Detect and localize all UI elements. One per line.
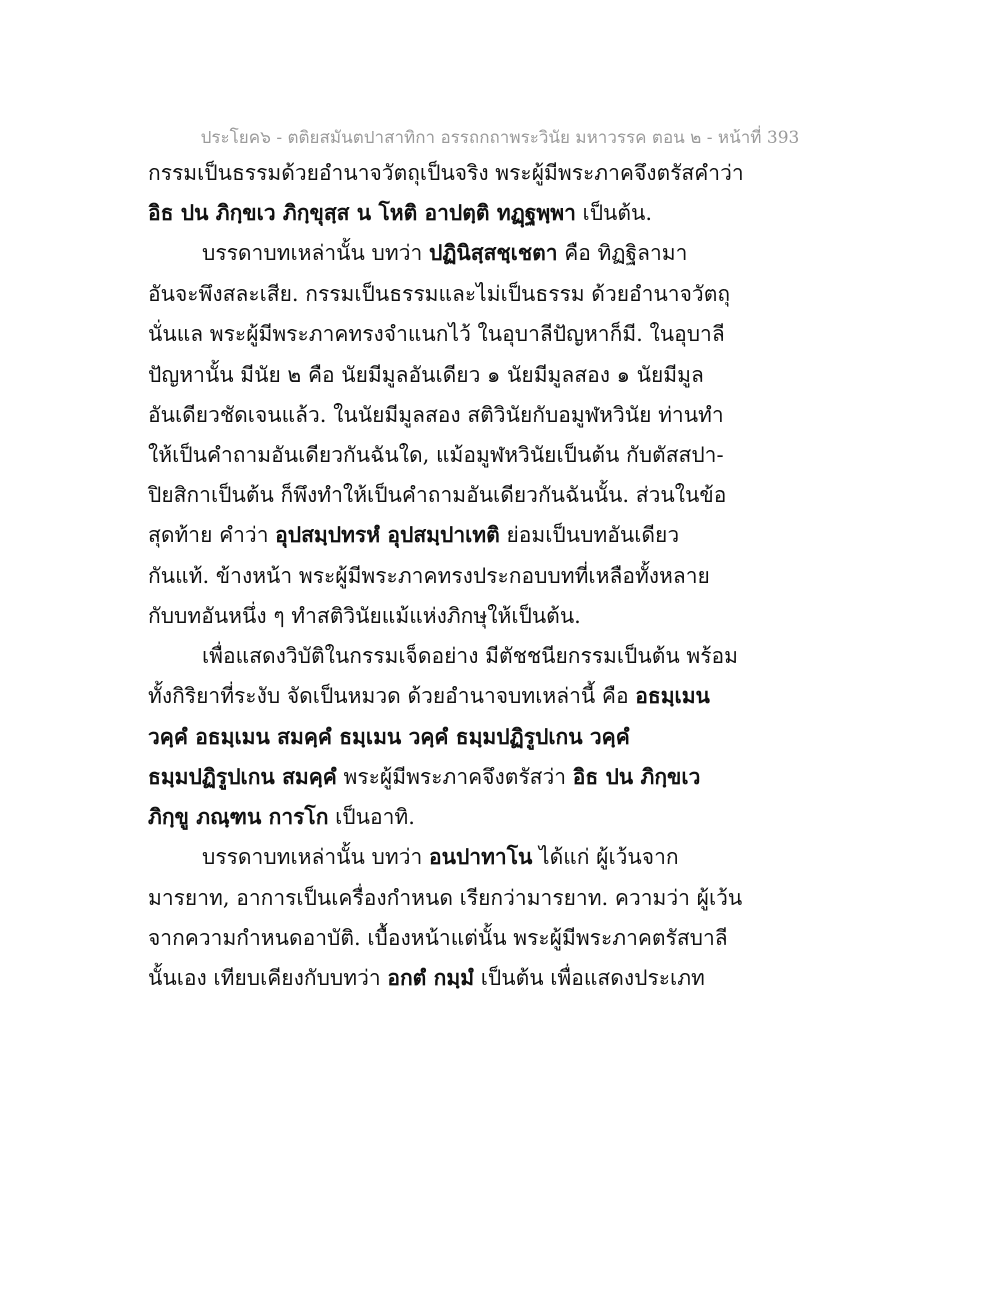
text-line-10: สุดท้าย คำว่า อุปสมฺปทรหํ อุปสมฺปาเทติ ย่อมเป็นบทอันเดียว <box>148 522 680 547</box>
text-line-12: กับบทอันหนึ่ง ๆ ทำสติวินัยแม้แห่งภิกษุให้เป็นต้น. <box>148 604 581 628</box>
text-line-18: บรรดาบทเหล่านั้น บทว่า อนปาทาโน ได้แก่ ผู้เว้นจาก <box>202 844 679 869</box>
text-line-14: ทั้งกิริยาที่ระงับ จัดเป็นหมวด ด้วยอำนาจบทเหล่านี้ คือ อธมฺเมน <box>148 683 710 708</box>
text-line-15: วคฺคํ อธมฺเมน สมคฺคํ ธมฺเมน วคฺคํ ธมฺมปฏิรูปเกน วคฺคํ <box>148 724 630 749</box>
text-line-19: มารยาท, อาการเป็นเครื่องกำหนด เรียกว่ามารยาท. ความว่า ผู้เว้น <box>148 886 743 910</box>
text-line-5: นั่นแล พระผู้มีพระภาคทรงจำแนกไว้ ในอุบาลีปัญหาก็มี. ในอุบาลี <box>148 322 725 346</box>
text-line-16: ธมฺมปฏิรูปเกน สมคฺคํ พระผู้มีพระภาคจึงตรัสว่า อิธ ปน ภิกฺขเว <box>148 764 701 789</box>
text-line-20: จากความกำหนดอาบัติ. เบื้องหน้าแต่นั้น พระผู้มีพระภาคตรัสบาลี <box>148 926 728 950</box>
page-header: ประโยค๖ - ตติยสมันตปาสาทิกา อรรถกถาพระวินัย มหาวรรค ตอน ๒ - หน้าที่ 393 <box>200 128 800 148</box>
text-line-7: อันเดียวชัดเจนแล้ว. ในนัยมีมูลสอง สติวินัยกับอมูฬหวินัย ท่านทำ <box>148 403 724 427</box>
text-line-13: เพื่อแสดงวิบัติในกรรมเจ็ดอย่าง มีตัชชนียกรรมเป็นต้น พร้อม <box>202 644 738 668</box>
text-line-11: กันแท้. ข้างหน้า พระผู้มีพระภาคทรงประกอบบทที่เหลือทั้งหลาย <box>148 564 710 588</box>
text-line-8: ให้เป็นคำถามอันเดียวกันฉันใด, แม้อมูฬหวินัยเป็นต้น กับตัสสปา- <box>148 443 724 467</box>
text-line-6: ปัญหานั้น มีนัย ๒ คือ นัยมีมูลอันเดียว ๑ นัยมีมูลสอง ๑ นัยมีมูล <box>148 363 704 387</box>
text-line-21: นั้นเอง เทียบเคียงกับบทว่า อกตํ กมฺมํ เป็นต้น เพื่อแสดงประเภท <box>148 965 705 990</box>
text-line-1: กรรมเป็นธรรมด้วยอำนาจวัตถุเป็นจริง พระผู้มีพระภาคจึงตรัสคำว่า <box>148 161 744 185</box>
text-line-4: อันจะพึงสละเสีย. กรรมเป็นธรรมและไม่เป็นธรรม ด้วยอำนาจวัตถุ <box>148 282 731 306</box>
text-line-3: บรรดาบทเหล่านั้น บทว่า ปฏินิสฺสชฺเชตา คือ ทิฏฐิลามา <box>202 240 688 265</box>
text-line-17: ภิกฺขู ภณฺฑน การโก เป็นอาทิ. <box>148 804 415 829</box>
text-line-2: อิธ ปน ภิกฺขเว ภิกฺขุสฺส น โหติ อาปตฺติ ทฏฺฐพฺพา เป็นต้น. <box>148 200 653 225</box>
text-line-9: ปิยสิกาเป็นต้น ก็พึงทำให้เป็นคำถามอันเดียวกันฉันนั้น. ส่วนในข้อ <box>148 483 727 507</box>
